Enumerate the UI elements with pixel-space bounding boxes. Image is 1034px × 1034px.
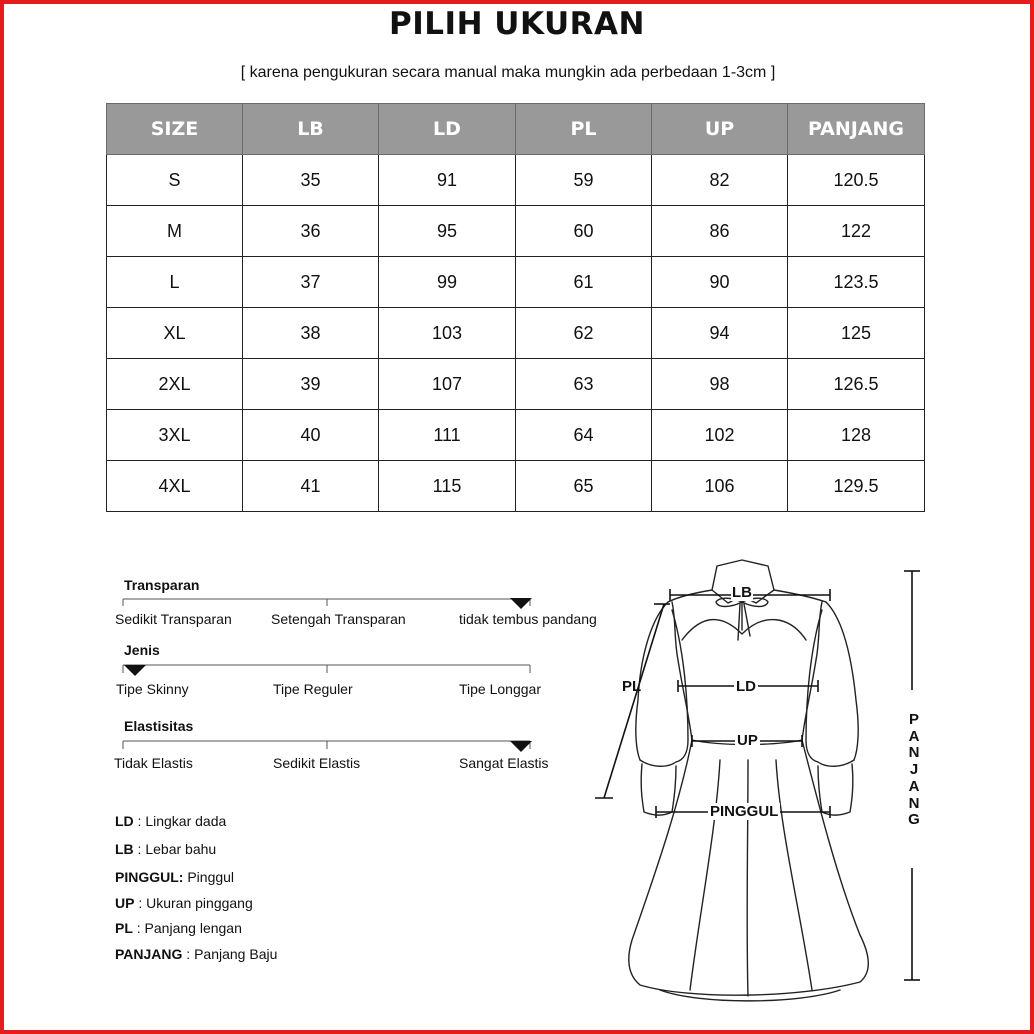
cell: 62 [516,308,652,359]
cell: 37 [243,257,379,308]
cell: 64 [516,410,652,461]
cell: 2XL [107,359,243,410]
size-table [106,103,925,512]
panjang-letter: J [909,761,919,779]
diagram-label-pl: PL [622,678,642,695]
scale-marker-icon [124,665,146,676]
scale-jenis [115,659,540,681]
table-row [107,206,925,257]
scale-title-elastisitas: Elastisitas [124,718,194,734]
header-lb: LB [243,104,379,155]
legend-text: : Lingkar dada [133,813,227,829]
cell: 35 [243,155,379,206]
cell: 122 [788,206,925,257]
table-row [107,410,925,461]
cell: 107 [379,359,516,410]
scale-label: Setengah Transparan [271,611,406,627]
cell: 99 [379,257,516,308]
cell: 94 [652,308,788,359]
panjang-letter: N [908,744,920,762]
scale-label: tidak tembus pandang [459,611,597,627]
cell: 111 [379,410,516,461]
panjang-letter: A [908,777,920,795]
table-row [107,359,925,410]
legend-text: : Ukuran pinggang [134,895,253,911]
scale-marker-icon [510,598,532,609]
table-row [107,308,925,359]
cell: 65 [516,461,652,512]
diagram-label-panjang [906,712,922,829]
legend-text: Pinggul [183,869,235,885]
cell: M [107,206,243,257]
cell: 129.5 [788,461,925,512]
header-pl: PL [516,104,652,155]
header-up: UP [652,104,788,155]
scale-label: Tipe Longgar [459,681,541,697]
legend-text: : Panjang Baju [182,946,278,962]
cell: 60 [516,206,652,257]
table-row [107,257,925,308]
legend-item-pinggul [115,869,234,885]
cell: XL [107,308,243,359]
cell: 3XL [107,410,243,461]
legend-text: : Panjang lengan [132,920,242,936]
panjang-letter: G [908,811,920,829]
table-header-row [107,104,925,155]
legend-item-up [115,895,253,911]
cell: 38 [243,308,379,359]
scale-title-transparan: Transparan [124,577,200,593]
cell: 63 [516,359,652,410]
legend-key: PINGGUL: [115,869,184,885]
cell: 40 [243,410,379,461]
cell: 123.5 [788,257,925,308]
legend-item-panjang [115,946,277,962]
diagram-label-pinggul: PINGGUL [710,803,779,820]
diagram-label-ld: LD [736,678,756,695]
scale-label: Tipe Reguler [273,681,353,697]
cell: 95 [379,206,516,257]
page-title: PILIH UKURAN [389,6,645,42]
panjang-letter: N [908,794,920,812]
cell: S [107,155,243,206]
cell: 36 [243,206,379,257]
scale-elastisitas [115,735,540,757]
cell: 103 [379,308,516,359]
cell: 39 [243,359,379,410]
cell: 125 [788,308,925,359]
cell: 59 [516,155,652,206]
cell: 90 [652,257,788,308]
cell: 91 [379,155,516,206]
scale-title-jenis: Jenis [124,642,160,658]
header-panjang: PANJANG [788,104,925,155]
legend-key: PANJANG [115,946,183,962]
legend-text: : Lebar bahu [133,841,217,857]
dress-illustration [590,556,940,1016]
cell: 61 [516,257,652,308]
diagram-label-up: UP [737,732,758,749]
cell: 98 [652,359,788,410]
legend-item-lb [115,841,216,857]
legend-key: LD [115,813,134,829]
legend-key: UP [115,895,135,911]
cell: L [107,257,243,308]
header-ld: LD [379,104,516,155]
diagram-label-lb: LB [732,584,752,601]
cell: 102 [652,410,788,461]
legend-key: LB [115,841,134,857]
cell: 4XL [107,461,243,512]
scale-marker-icon [510,741,532,752]
cell: 86 [652,206,788,257]
cell: 115 [379,461,516,512]
cell: 120.5 [788,155,925,206]
cell: 41 [243,461,379,512]
legend-item-pl [115,920,242,936]
scale-label: Sedikit Elastis [273,755,361,771]
panjang-letter: P [908,711,919,728]
scale-label: Tipe Skinny [116,681,189,697]
cell: 128 [788,410,925,461]
cell: 126.5 [788,359,925,410]
table-row [107,461,925,512]
header-size: SIZE [107,104,243,155]
table-row [107,155,925,206]
cell: 106 [652,461,788,512]
scale-label: Sangat Elastis [459,755,549,771]
cell: 82 [652,155,788,206]
panjang-letter: A [908,727,920,745]
legend-key: PL [115,920,133,936]
scale-label: Sedikit Transparan [115,611,232,627]
legend-item-ld [115,813,226,829]
scale-label: Tidak Elastis [114,755,193,771]
pl-measure-line [604,604,664,798]
page-subtitle: [ karena pengukuran secara manual maka mungkin ada perbedaan 1-3cm ] [240,64,776,81]
